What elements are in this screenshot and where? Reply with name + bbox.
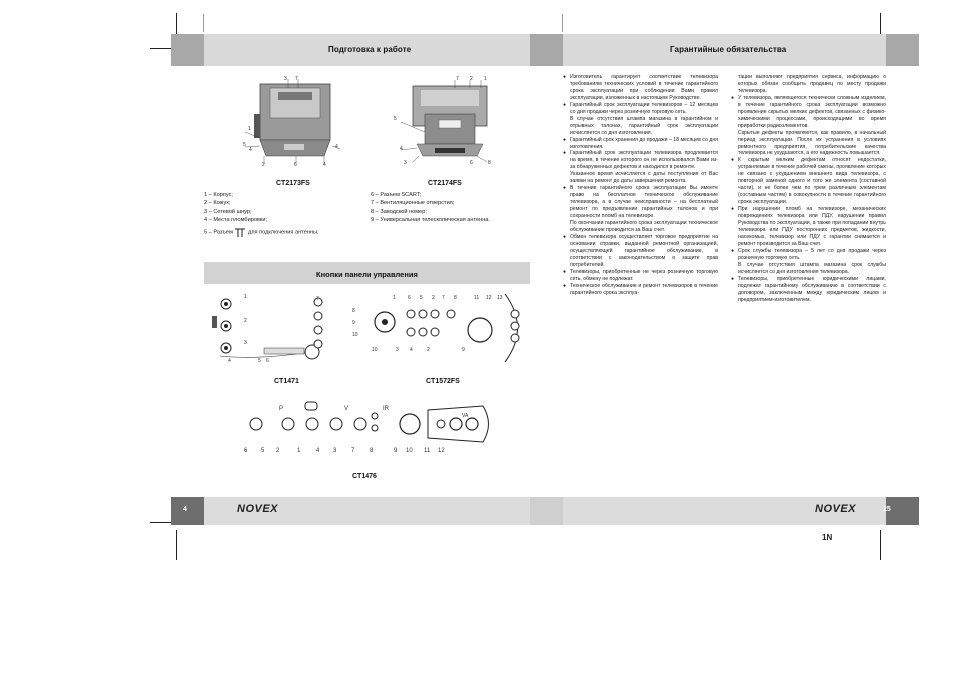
warranty-paragraph: ● Обмен телевизора осуществляет торговое предприятие на основании справки, выданной ремонтной организацией, осуществляющей гарантийное обслуживание, в соответствии с законодательством о защите прав потребителей. <box>563 234 718 269</box>
callout-label: 9 <box>462 347 465 353</box>
legend-item: 2 – Кожух; <box>204 200 231 207</box>
right-page-header: Гарантийные обязательства <box>670 45 787 54</box>
callout-label: 10 <box>352 332 358 338</box>
warranty-paragraph: ● Гарантийный срок эксплуатации телевизоров – 12 месяцев со дня продажи через розничную торговую сеть. <box>563 102 718 116</box>
callout-label: 11 <box>474 295 480 301</box>
warranty-paragraph: ● Изготовитель гарантирует соответствие телевизора требованиям технических условий в течение гарантийного срока эксплуатации при соблюдении Вами правил эксплуатации, изложенных в настоящем Руководстве. <box>563 74 718 102</box>
warranty-column-2 <box>731 74 886 303</box>
callout-label: 3 <box>404 160 407 166</box>
warranty-paragraph: По окончании гарантийного срока эксплуатации техническое обслуживание проводится за Ваш счет. <box>570 220 718 233</box>
callout-label: 8 <box>370 448 374 454</box>
panel-label-va: VA <box>462 413 469 419</box>
brand-logo-left: NOVEX <box>237 503 279 515</box>
callout-label: 3 <box>284 76 287 82</box>
crop-mark <box>880 530 881 560</box>
callout-label: 4 <box>249 147 252 153</box>
callout-label: 10 <box>406 448 413 454</box>
callout-label: 8 <box>488 160 491 166</box>
callout-label: 11 <box>424 448 431 454</box>
callout-label: 4 <box>410 347 413 353</box>
warranty-paragraph: ● Телевизоры, приобретенные юридическими лицами, подлежат гарантийному обслуживанию в соответствии с договором, заключенным между юридическим лицом и предприятием-изготовителем. <box>731 276 886 304</box>
left-page-number: 4 <box>183 506 187 513</box>
callout-label: 4 <box>316 448 320 454</box>
warranty-paragraph: ● У телевизора, являющегося технически сложным изделием, в течение гарантийного срока эксплуатации возможно проявление скрытых мелких дефектов, связанных с физико-химическими процессами, происходящими во время приработки радиоэлементов. <box>731 95 886 130</box>
callout-label: 2 <box>432 295 435 301</box>
warranty-paragraph: Указанное время исчисляется с даты поступления от Вас заявки на ремонт до даты завершения ремонта. <box>570 171 718 185</box>
warranty-paragraph: ● Телевизоры, приобретенные не через розничную торговую сеть, обмену не подлежат. <box>563 269 718 283</box>
figure-caption-ct2174fs: CT2174FS <box>428 180 462 187</box>
header-tab-right <box>886 34 919 66</box>
callout-label: 9 <box>352 320 355 326</box>
right-page-number: 25 <box>883 506 891 513</box>
tv-rear-diagram-ct2173fs <box>240 74 350 174</box>
warranty-paragraph: ● Гарантийный срок хранения до продажи – 18 месяцев со дня изготовления. <box>563 137 718 151</box>
control-panel-ct1476 <box>238 400 500 448</box>
callout-label: 6 <box>408 295 411 301</box>
parts-legend-right <box>371 191 490 225</box>
callout-label: 7 <box>442 295 445 301</box>
callout-label: 2 <box>470 76 473 82</box>
callout-label: 7 <box>295 76 298 82</box>
callout-label: 10 <box>372 347 378 353</box>
callout-label: 2 <box>427 347 430 353</box>
legend-item: 6 – Разъем SCART; <box>371 192 422 198</box>
callout-label: 4 <box>400 146 403 152</box>
legend-item: 9 – Универсальная телескопическая антенна. <box>371 217 490 224</box>
parts-legend-left <box>204 191 319 237</box>
warranty-paragraph: В случае отсутствия штампа магазина в гарантийном и отрывных талонах, гарантийный срок эксплуатации исчисляется со дня изготовления. <box>570 115 718 136</box>
callout-label: 5 <box>258 358 261 364</box>
callout-label: 2 <box>262 162 265 168</box>
callout-label: 7 <box>456 76 459 82</box>
callout-label: 2 <box>276 448 280 454</box>
legend-item: 3 – Сетевой шнур; <box>204 208 252 215</box>
warranty-paragraph: ● В течение гарантийного срока эксплуатации Вы имеете право на бесплатное техническое обслуживание телевизора, а в случае неисправности – на бесплатный ремонт по предъявлении гарантийных талонов и при сохранности пломб на телевизоре. <box>563 185 718 220</box>
left-page-header: Подготовка к работе <box>328 45 412 54</box>
callout-label: 7 <box>351 448 355 454</box>
callout-label: 4 <box>335 144 338 150</box>
callout-label: 4 <box>228 358 231 364</box>
section-title: Кнопки панели управления <box>316 270 418 279</box>
callout-label: 6 <box>266 358 269 364</box>
callout-label: 1 <box>297 448 301 454</box>
crop-mark <box>176 530 177 560</box>
antenna-connector-icon <box>234 227 246 237</box>
callout-label: 6 <box>244 448 248 454</box>
warranty-paragraph: ● Техническое обслуживание и ремонт телевизоров в течение гарантийного срока эксплуа- <box>563 283 718 297</box>
legend-item: 8 – Заводской номер; <box>371 208 427 215</box>
brand-logo-right: NOVEX <box>815 503 857 515</box>
callout-label: 12 <box>486 295 492 301</box>
panel-label-ir: IR <box>383 406 389 412</box>
legend-item: 4 – Места пломбировки; <box>204 217 268 224</box>
callout-label: 6 <box>294 162 297 168</box>
callout-label: 1 <box>248 126 251 132</box>
panel-caption-ct1572fs: CT1572FS <box>426 378 460 385</box>
legend-item-suffix: для подключения антенны; <box>247 229 319 236</box>
callout-label: 6 <box>470 160 473 166</box>
panel-caption-ct1471: CT1471 <box>274 378 299 385</box>
callout-label: 1 <box>393 295 396 301</box>
callout-label: 12 <box>438 448 445 454</box>
callout-label: 1 <box>484 76 487 82</box>
legend-item-prefix: 5 – Разъем <box>204 229 233 236</box>
warranty-paragraph: ● Срок службы телевизора – 5 лет со дня продажи через розничную торговую сеть. <box>731 248 886 262</box>
legend-item: 7 – Вентиляционные отверстия; <box>371 200 455 207</box>
legend-item-antenna <box>204 227 319 237</box>
crop-mark <box>562 14 563 32</box>
callout-label: 8 <box>454 295 457 301</box>
callout-label: 3 <box>244 340 247 346</box>
callout-label: 5 <box>261 448 265 454</box>
panel-caption-ct1476: CT1476 <box>352 473 377 480</box>
callout-label: 13 <box>497 295 503 301</box>
callout-label: 1 <box>244 294 247 300</box>
callout-label: 4 <box>323 162 326 168</box>
callout-label: 9 <box>394 448 398 454</box>
panel-label-program: P <box>279 406 284 412</box>
callout-label: 2 <box>244 318 247 324</box>
callout-label: 7 <box>316 296 319 302</box>
warranty-paragraph: тации выполняют предприятия сервиса, информацию о которых обязан сообщить продавец по месту продажи телевизора. <box>738 74 886 94</box>
warranty-paragraph: ● Гарантийный срок эксплуатации телевизора продлевается на время, в течение которого он не использовался Вами из-за обнаруженных дефектов и находился в ремонте. <box>563 150 718 171</box>
warranty-paragraph: Скрытые дефекты проявляются, как правило, в начальный период эксплуатации. После их устранения в условиях ремонтного предприятия, потребительские качества телевизора не ухудшаются, а его надежность повышается. <box>738 129 886 157</box>
legend-item: 1 – Корпус; <box>204 192 233 198</box>
page-code: 1N <box>822 533 833 542</box>
callout-label: 5 <box>243 142 246 148</box>
callout-label: 3 <box>396 347 399 353</box>
warranty-paragraph: В случае отсутствия штампа магазина срок службы исчисляется со дня изготовления телевизора. <box>738 261 886 275</box>
header-tab-left <box>171 34 204 66</box>
footer-bar-middle <box>530 497 563 525</box>
warranty-paragraph: ● При нарушении пломб на телевизоре, механических повреждениях телевизора или ПДУ, нарушении правил Руководства по эксплуатации, а также при попадании внутрь телевизора или ПДУ посторонних предметов, жидкости, насекомых, телевизор или ПДУ с гарантии снимается и ремонт производится за Ваш счет. <box>731 206 886 248</box>
callout-label: 8 <box>352 308 355 314</box>
warranty-column-1 <box>563 74 718 297</box>
tv-rear-diagram-ct2174fs <box>395 74 505 174</box>
footer-tab-left <box>171 497 204 525</box>
control-panel-ct1572fs <box>365 292 530 362</box>
header-tab-middle <box>530 34 563 66</box>
callout-label: 5 <box>420 295 423 301</box>
control-panel-ct1471 <box>200 290 330 375</box>
warranty-paragraph: ● К скрытым мелким дефектам относят недостатки, устраняемые в течение рабочей смены, проявление которых не связано с ухудшением внешнего вида телевизора, с повторной заменой одного и того же элемента (составной части), и не более чем по трем различным элементам (составным частям) в совокупности в течение гарантийного срока эксплуатации. <box>731 157 886 206</box>
crop-mark <box>203 14 204 32</box>
callout-label: 5 <box>394 116 397 122</box>
figure-caption-ct2173fs: CT2173FS <box>276 180 310 187</box>
callout-label: 3 <box>333 448 337 454</box>
panel-label-volume: V <box>344 406 349 412</box>
